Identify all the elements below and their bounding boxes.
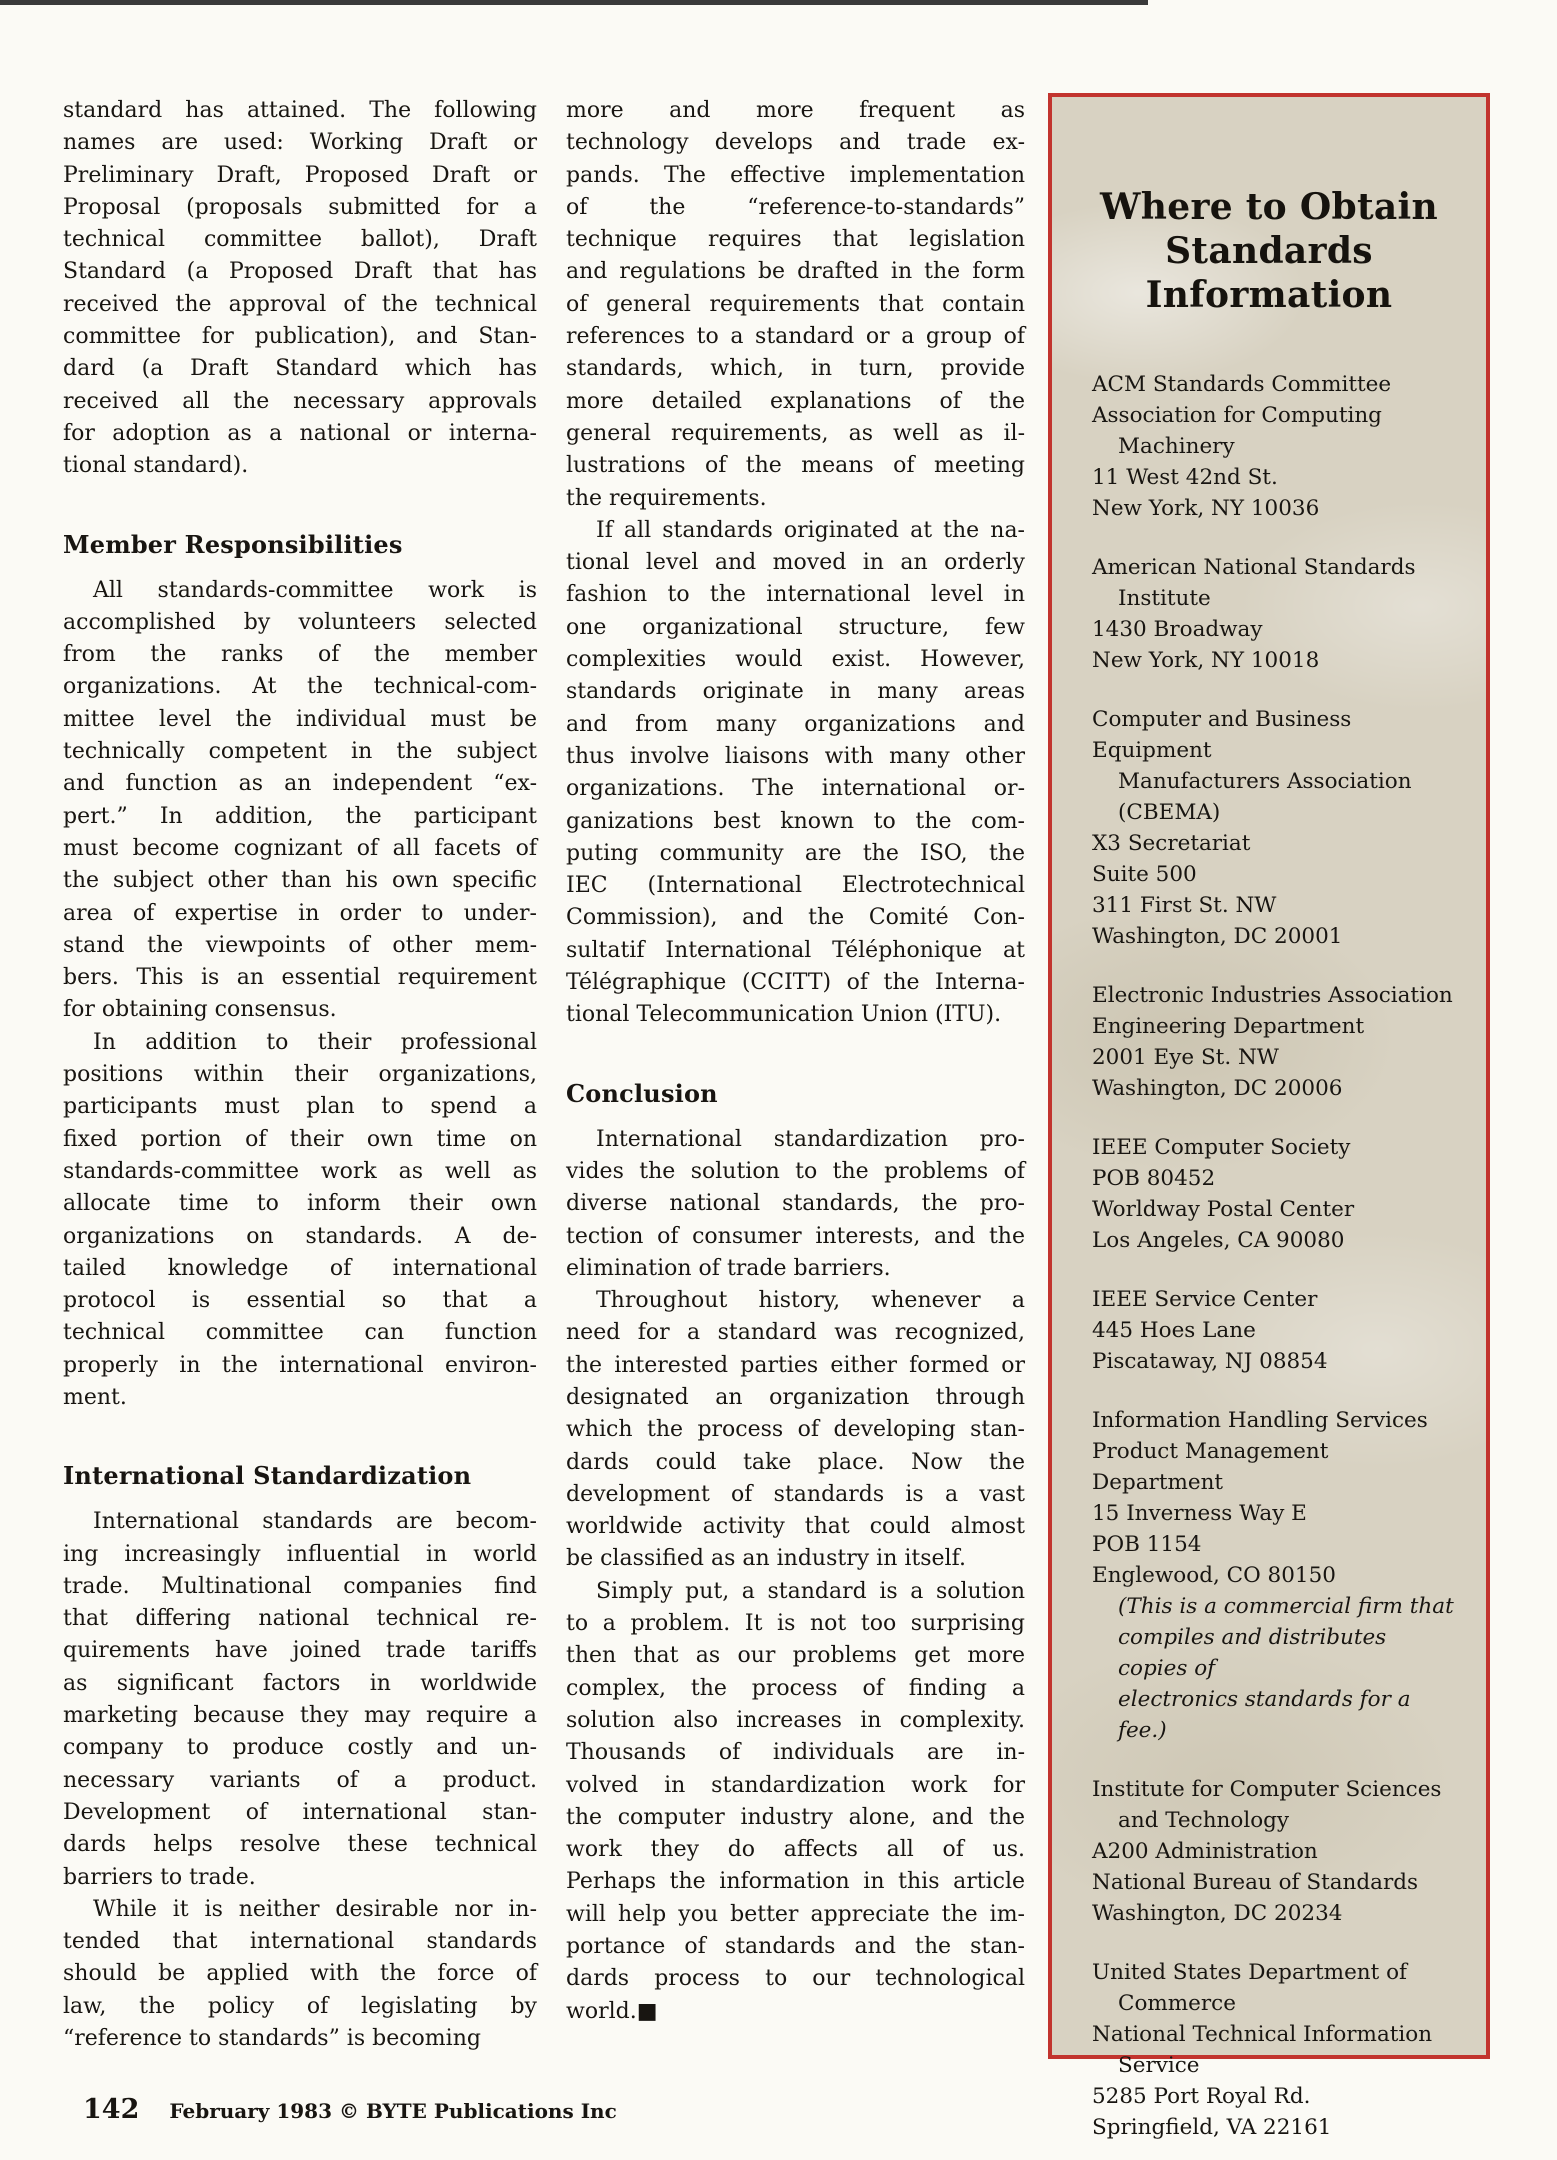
sidebar-entry-line: 15 Inverness Way E xyxy=(1092,1501,1307,1526)
text-line: and from many organizations and xyxy=(566,711,1025,737)
text-line: the computer industry alone, and the xyxy=(566,1804,1025,1830)
text-line: accomplished by volunteers selected xyxy=(63,609,537,635)
sidebar-entry-line: Computer and Business Equipment xyxy=(1092,707,1352,763)
text-line: which the process of developing stan- xyxy=(566,1417,1025,1443)
text-line: and function as an independent “ex- xyxy=(63,771,537,797)
page-footer xyxy=(83,2094,617,2125)
body-paragraph xyxy=(63,1027,537,1415)
sidebar-entry-line: Institute for Computer Sciences xyxy=(1092,1777,1442,1802)
sidebar-entry-line: and Technology xyxy=(1118,1808,1290,1833)
text-line: vides the solution to the problems of xyxy=(566,1158,1025,1184)
sidebar-entry-line: IEEE Computer Society xyxy=(1092,1135,1351,1160)
text-line: to a problem. It is not too surprising xyxy=(566,1611,1025,1637)
text-line: technical committee ballot), Draft xyxy=(63,227,537,253)
sidebar-entry-line: Commerce xyxy=(1118,1991,1236,2016)
text-line: company to produce costly and un- xyxy=(63,1735,537,1761)
text-line: more and more frequent as xyxy=(566,98,1025,123)
text-line: Throughout history, whenever a xyxy=(596,1288,1025,1314)
sidebar-entry xyxy=(1092,980,1462,1104)
text-line: positions within their organizations, xyxy=(63,1062,537,1088)
text-line: received the approval of the technical xyxy=(63,291,537,317)
text-line: organizations. At the technical-com- xyxy=(63,674,537,700)
text-line: that differing national technical re- xyxy=(63,1606,537,1632)
section-heading: International Standardization xyxy=(63,1461,472,1491)
text-line: Simply put, a standard is a solution xyxy=(596,1578,1025,1604)
text-line: thus involve liaisons with many other xyxy=(566,743,1025,769)
text-line: IEC (International Electrotechnical xyxy=(566,873,1025,899)
sidebar-title-line1: Where to Obtain xyxy=(1100,186,1438,228)
sidebar-entry-line: 11 West 42nd St. xyxy=(1092,465,1278,490)
text-line: dard (a Draft Standard which has xyxy=(63,356,537,382)
text-line: solution also increases in complexity. xyxy=(566,1707,1025,1733)
sidebar-entry-line: IEEE Service Center xyxy=(1092,1287,1318,1312)
sidebar-entry xyxy=(1092,704,1462,952)
text-line: allocate time to inform their own xyxy=(63,1191,537,1217)
text-line: tection of consumer interests, and the xyxy=(566,1223,1025,1249)
text-line: dards process to our technological xyxy=(566,1966,1025,1992)
sidebar-entry-line: Suite 500 xyxy=(1092,862,1197,887)
text-line: technique requires that legislation xyxy=(566,227,1025,253)
body-paragraph xyxy=(566,1285,1025,1576)
sidebar-entry-line: Electronic Industries Association xyxy=(1092,983,1453,1008)
body-paragraph xyxy=(566,95,1025,515)
text-line: need for a standard was recognized, xyxy=(566,1320,1025,1346)
sidebar-entry-line: (CBEMA) xyxy=(1118,800,1221,825)
text-line: standards-committee work as well as xyxy=(63,1158,537,1184)
sidebar-entry-line: Washington, DC 20234 xyxy=(1092,1901,1343,1926)
sidebar-entry-line: New York, NY 10018 xyxy=(1092,648,1320,673)
text-line: Télégraphique (CCITT) of the Interna- xyxy=(566,970,1025,996)
text-line: fixed portion of their own time on xyxy=(63,1126,537,1152)
text-line: puting community are the ISO, the xyxy=(566,840,1025,866)
text-line: pert.” In addition, the participant xyxy=(63,803,537,829)
text-line: volved in standardization work for xyxy=(566,1772,1025,1798)
sidebar-entry-line: Washington, DC 20001 xyxy=(1092,924,1343,949)
standards-info-sidebar xyxy=(1048,93,1490,2140)
text-line: designated an organization through xyxy=(566,1384,1025,1410)
text-line: pands. The effective implementation xyxy=(566,162,1025,188)
text-line: worldwide activity that could almost xyxy=(566,1514,1025,1540)
text-line: must become cognizant of all facets of xyxy=(63,835,537,861)
text-line: “reference to standards” is becoming xyxy=(63,2026,481,2052)
sidebar-entry-line: 311 First St. NW xyxy=(1092,893,1277,918)
text-line: lustrations of the means of meeting xyxy=(566,453,1025,479)
text-line: ganizations best known to the com- xyxy=(566,808,1025,834)
sidebar-entry-line: National Technical Information xyxy=(1092,2022,1433,2047)
text-line: technology develops and trade ex- xyxy=(566,130,1025,156)
body-paragraph xyxy=(63,95,537,483)
body-paragraph xyxy=(566,1124,1025,1285)
sidebar-entry xyxy=(1092,1957,1462,2143)
sidebar-entry-line: Institute xyxy=(1118,586,1211,611)
text-line: quirements have joined trade tariffs xyxy=(63,1638,537,1664)
text-line: for adoption as a national or interna- xyxy=(63,420,537,446)
text-line: references to a standard or a group of xyxy=(566,324,1025,350)
text-line: then that as our problems get more xyxy=(566,1643,1025,1669)
text-line: technical committee can function xyxy=(63,1320,537,1346)
text-line: diverse national standards, the pro- xyxy=(566,1191,1025,1217)
sidebar-entry-line: Information Handling Services xyxy=(1092,1408,1428,1433)
sidebar-entry-line: New York, NY 10036 xyxy=(1092,496,1320,521)
sidebar-entry-line: Englewood, CO 80150 xyxy=(1092,1563,1336,1588)
text-line: of general requirements that contain xyxy=(566,291,1025,317)
text-line: stand the viewpoints of other mem- xyxy=(63,932,537,958)
text-line: Development of international stan- xyxy=(63,1799,537,1825)
text-line: All standards-committee work is xyxy=(93,577,537,603)
text-line: tailed knowledge of international xyxy=(63,1255,537,1281)
text-line: for obtaining consensus. xyxy=(63,997,337,1023)
sidebar-entry xyxy=(1092,552,1462,676)
text-line: one organizational structure, few xyxy=(566,614,1025,640)
text-line: International standards are becom- xyxy=(93,1509,537,1535)
sidebar-title xyxy=(1052,97,1486,317)
text-line: should be applied with the force of xyxy=(63,1961,537,1987)
sidebar-entry xyxy=(1092,1405,1462,1746)
sidebar-entry-line: Washington, DC 20006 xyxy=(1092,1076,1343,1101)
text-line: tional standard). xyxy=(63,453,249,479)
sidebar-entry-line: 445 Hoes Lane xyxy=(1092,1318,1256,1343)
sidebar-entry-line: Worldway Postal Center xyxy=(1092,1197,1355,1222)
sidebar-entry-line: Service xyxy=(1118,2053,1200,2078)
text-line: technically competent in the subject xyxy=(63,739,537,765)
text-line: dards could take place. Now the xyxy=(566,1449,1025,1475)
text-line: trade. Multinational companies find xyxy=(63,1573,537,1599)
sidebar-entry-line: 1430 Broadway xyxy=(1092,617,1263,642)
scan-artifact-top-edge xyxy=(0,0,1148,5)
text-line: more detailed explanations of the xyxy=(566,388,1025,414)
sidebar-entry-line: Springfield, VA 22161 xyxy=(1092,2115,1332,2140)
text-line: general requirements, as well as il- xyxy=(566,420,1025,446)
text-line: Perhaps the information in this article xyxy=(566,1869,1025,1895)
text-line: from the ranks of the member xyxy=(63,642,537,668)
text-line: tional Telecommunication Union (ITU). xyxy=(566,1002,1002,1028)
text-line: ing increasingly influential in world xyxy=(63,1541,537,1567)
sidebar-entry-line: Machinery xyxy=(1118,434,1235,459)
sidebar-entry-line: Manufacturers Association xyxy=(1118,769,1412,794)
sidebar-entry-line: Association for Computing xyxy=(1092,403,1382,428)
text-line: organizations on standards. A de- xyxy=(63,1223,537,1249)
text-line: complex, the process of finding a xyxy=(566,1675,1025,1701)
sidebar-entry-line: 2001 Eye St. NW xyxy=(1092,1045,1279,1070)
text-line: If all standards originated at the na- xyxy=(596,517,1025,543)
sidebar-entry-list xyxy=(1092,369,1462,2143)
text-line: While it is neither desirable nor in- xyxy=(93,1896,537,1922)
text-line: fashion to the international level in xyxy=(566,582,1025,608)
text-line: development of standards is a vast xyxy=(566,1481,1025,1507)
text-line: dards helps resolve these technical xyxy=(63,1832,537,1858)
text-line: the subject other than his own specific xyxy=(63,868,537,894)
text-line: the interested parties either formed or xyxy=(566,1352,1025,1378)
sidebar-entry-line: POB 1154 xyxy=(1092,1532,1202,1557)
text-line: will help you better appreciate the im- xyxy=(566,1901,1025,1927)
text-line: complexities would exist. However, xyxy=(566,647,1025,673)
text-line: tional level and moved in an orderly xyxy=(566,550,1025,576)
text-line: barriers to trade. xyxy=(63,1864,256,1890)
text-line: marketing because they may require a xyxy=(63,1703,537,1729)
text-line: necessary variants of a product. xyxy=(63,1767,537,1793)
text-line: committee for publication), and Stan- xyxy=(63,324,537,350)
page-number: 142 xyxy=(83,2094,140,2125)
text-line: participants must plan to spend a xyxy=(63,1094,537,1120)
text-line: work they do affects all of us. xyxy=(566,1837,1025,1863)
text-line: Standard (a Proposed Draft that has xyxy=(63,259,537,285)
text-line: standard has attained. The following xyxy=(63,98,537,123)
sidebar-entry xyxy=(1092,1284,1462,1377)
text-line: law, the policy of legislating by xyxy=(63,1993,537,2019)
text-line: In addition to their professional xyxy=(93,1029,537,1055)
text-line: standards originate in many areas xyxy=(566,679,1025,705)
text-line: bers. This is an essential requirement xyxy=(63,965,537,991)
body-paragraph xyxy=(566,1576,1025,2028)
text-line: world.■ xyxy=(566,1998,658,2024)
text-line: be classified as an industry in itself. xyxy=(566,1546,966,1572)
text-line: Proposal (proposals submitted for a xyxy=(63,194,537,220)
article-column-middle xyxy=(566,95,1025,2028)
text-line: Thousands of individuals are in- xyxy=(566,1740,1025,1766)
sidebar-entry-line: United States Department of xyxy=(1092,1960,1408,1985)
text-line: of the “reference-to-standards” xyxy=(566,194,1025,220)
text-line: the requirements. xyxy=(566,485,767,511)
sidebar-entry xyxy=(1092,369,1462,524)
text-line: area of expertise in order to under- xyxy=(63,900,537,926)
text-line: protocol is essential so that a xyxy=(63,1288,537,1314)
sidebar-entry-line: Los Angeles, CA 90080 xyxy=(1092,1228,1345,1253)
body-paragraph xyxy=(63,1894,537,2055)
text-line: properly in the international environ- xyxy=(63,1352,537,1378)
body-paragraph xyxy=(63,1506,537,1894)
sidebar-entry-line: National Bureau of Standards xyxy=(1092,1870,1419,1895)
text-line: and regulations be drafted in the form xyxy=(566,259,1025,285)
sidebar-title-line2: Standards Information xyxy=(1145,230,1393,316)
section-heading: Conclusion xyxy=(566,1078,718,1108)
sidebar-entry-line: X3 Secretariat xyxy=(1092,831,1251,856)
body-paragraph xyxy=(566,515,1025,1032)
text-line: names are used: Working Draft or xyxy=(63,130,537,156)
text-line: portance of standards and the stan- xyxy=(566,1934,1025,1960)
text-line: as significant factors in worldwide xyxy=(63,1670,537,1696)
body-paragraph xyxy=(63,575,537,1027)
sidebar-entry-note-line: electronics standards for a fee.) xyxy=(1118,1687,1411,1743)
sidebar-entry-note-line: compiles and distributes copies of xyxy=(1118,1625,1387,1681)
sidebar-entry-line: A200 Administration xyxy=(1092,1839,1318,1864)
text-line: tended that international standards xyxy=(63,1929,537,1955)
text-line: standards, which, in turn, provide xyxy=(566,356,1025,382)
sidebar-entry-line: Product Management Department xyxy=(1092,1439,1329,1495)
section-heading: Member Responsibilities xyxy=(63,529,403,559)
sidebar-entry-line: ACM Standards Committee xyxy=(1092,372,1392,397)
text-line: received all the necessary approvals xyxy=(63,388,537,414)
text-line: ment. xyxy=(63,1384,127,1410)
text-line: International standardization pro- xyxy=(596,1126,1025,1152)
footer-credit: February 1983 © BYTE Publications Inc xyxy=(169,2099,617,2123)
sidebar-entry-line: POB 80452 xyxy=(1092,1166,1216,1191)
sidebar-entry-line: Piscataway, NJ 08854 xyxy=(1092,1349,1328,1374)
text-line: elimination of trade barriers. xyxy=(566,1255,891,1281)
text-line: organizations. The international or- xyxy=(566,776,1025,802)
sidebar-entry-line: American National Standards xyxy=(1092,555,1416,580)
text-line: Preliminary Draft, Proposed Draft or xyxy=(63,162,537,188)
text-line: mittee level the individual must be xyxy=(63,706,537,732)
sidebar-entry-note-line: (This is a commercial firm that xyxy=(1118,1594,1454,1619)
text-line: Commission), and the Comité Con- xyxy=(566,905,1025,931)
article-column-left xyxy=(63,95,537,2055)
sidebar-entry xyxy=(1092,1774,1462,1929)
sidebar-entry-line: Engineering Department xyxy=(1092,1014,1365,1039)
sidebar-entry-line: 5285 Port Royal Rd. xyxy=(1092,2084,1311,2109)
text-line: sultatif International Téléphonique at xyxy=(566,937,1025,963)
sidebar-entry xyxy=(1092,1132,1462,1256)
